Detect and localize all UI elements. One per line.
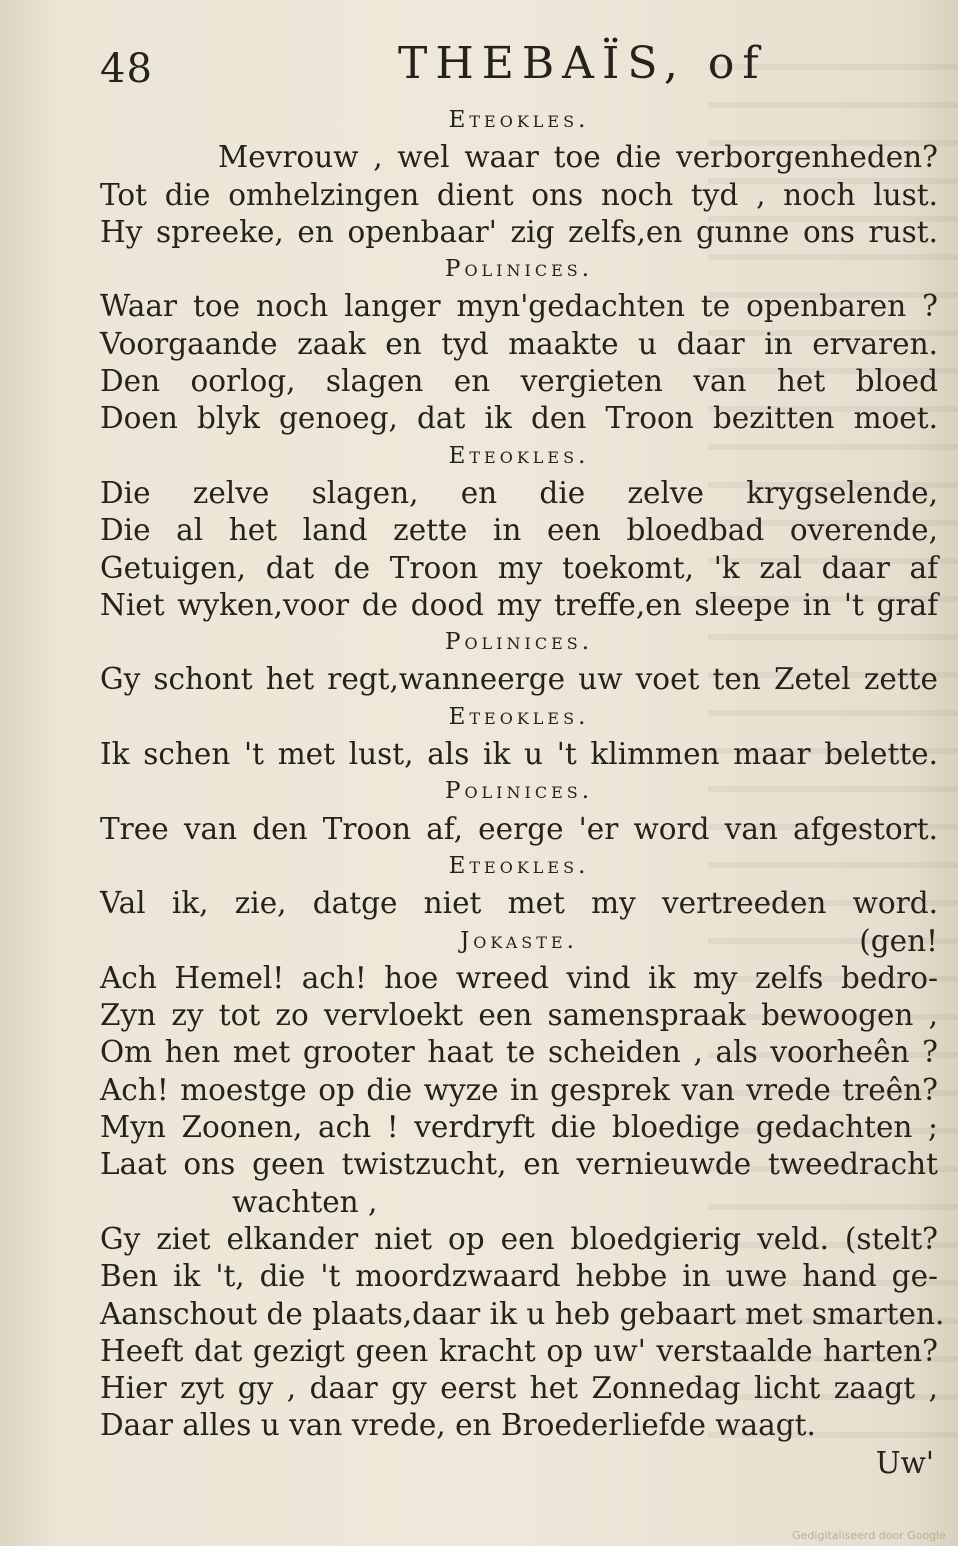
speaker-name: Polinices. — [444, 778, 594, 805]
verse-line: Den oorlog, slagen en vergieten van het bloed — [100, 364, 938, 399]
verse-line: Ik schen 't met lust, als ik u 't klimmen maar belette. — [100, 737, 938, 772]
verse-line: Tot die omhelzingen dient ons noch tyd , noch lust. — [100, 177, 938, 212]
speaker-heading-row — [100, 923, 938, 960]
verse-line: Die zelve slagen, en die zelve krygselende, — [100, 475, 938, 510]
verse-line: Die al het land zette in een bloedbad overende, — [100, 513, 938, 548]
verse-line: Myn Zoonen, ach ! verdryft die bloedige gedachten ; — [100, 1110, 938, 1145]
verse-line: Ach! moestge op die wyze in gesprek van vrede treên? — [100, 1072, 938, 1107]
verse-line: Waar toe noch langer myn'gedachten te openbaren ? — [100, 289, 938, 324]
speaker-heading-row — [100, 773, 938, 810]
verse-line: Doen blyk genoeg, dat ik den Troon bezitten moet. — [100, 401, 938, 436]
verse-line: Voorgaande zaak en tyd maakte u daar in ervaren. — [100, 326, 938, 361]
speaker-name: Eteokles. — [448, 703, 590, 730]
verse-line: Ben ik 't, die 't moordzwaard hebbe in uwe hand ge- — [100, 1259, 938, 1294]
speaker-name: Eteokles. — [448, 107, 590, 133]
verse-line: Mevrouw , wel waar toe die verborgenheden? — [218, 140, 938, 175]
verse-line: Zyn zy tot zo vervloekt een samenspraak bewoogen , — [100, 998, 938, 1033]
verse-line: Tree van den Troon af, eerge 'er word van afgestort. — [100, 811, 938, 846]
verse-line: wachten , — [232, 1184, 378, 1219]
verse-line: Om hen met grooter haat te scheiden , als voorheên ? — [100, 1035, 938, 1070]
verse-line: Ach Hemel! ach! hoe wreed vind ik my zelfs bedro- — [100, 960, 938, 995]
speaker-heading-row — [100, 848, 938, 885]
speaker-name: Jokaste. — [460, 927, 578, 954]
verse-line: Niet wyken,voor de dood my treffe,en sleepe in 't graf — [100, 587, 938, 622]
digitization-watermark: Gedigitaliseerd door Google — [792, 1529, 946, 1542]
page-header — [100, 38, 930, 98]
page-number: 48 — [100, 46, 153, 92]
verse-line: Daar alles u van vrede, en Broederliefde waagt. — [100, 1408, 816, 1443]
verse-line: Hier zyt gy , daar gy eerst het Zonnedag licht zaagt , — [100, 1371, 938, 1406]
speaker-heading-row — [100, 102, 938, 139]
running-title: THEBAÏS, of — [398, 38, 767, 89]
verse-line: Gy ziet elkander niet op een bloedgierig veld. (stelt? — [100, 1221, 938, 1256]
verse-line: Gy schont het regt,wanneerge uw voet ten Zetel zette — [100, 662, 938, 697]
verse-line: Val ik, zie, datge niet met my vertreeden word. — [100, 886, 938, 921]
speaker-heading-row — [100, 251, 938, 288]
catchword: Uw' — [875, 1446, 934, 1480]
verse-line: Hy spreeke, en openbaar' zig zelfs,en gunne ons rust. — [100, 214, 938, 249]
play-text — [100, 102, 945, 1445]
verse-line: Laat ons geen twistzucht, en vernieuwde tweedracht — [100, 1147, 938, 1182]
speaker-name: Eteokles. — [448, 852, 590, 879]
verse-turnover: (gen! — [859, 923, 938, 958]
speaker-heading-row — [100, 699, 938, 736]
speaker-name: Polinices. — [444, 256, 594, 283]
speaker-heading-row — [100, 438, 938, 475]
speaker-heading-row — [100, 624, 938, 661]
verse-line: Aanschout de plaats,daar ik u heb gebaart met smarten. — [100, 1296, 945, 1331]
speaker-name: Polinices. — [444, 629, 594, 656]
verse-line: Getuigen, dat de Troon my toekomt, 'k zal daar af — [100, 550, 938, 585]
speaker-name: Eteokles. — [448, 442, 590, 469]
verse-line: Heeft dat gezigt geen kracht op uw' verstaalde harten? — [100, 1333, 938, 1368]
